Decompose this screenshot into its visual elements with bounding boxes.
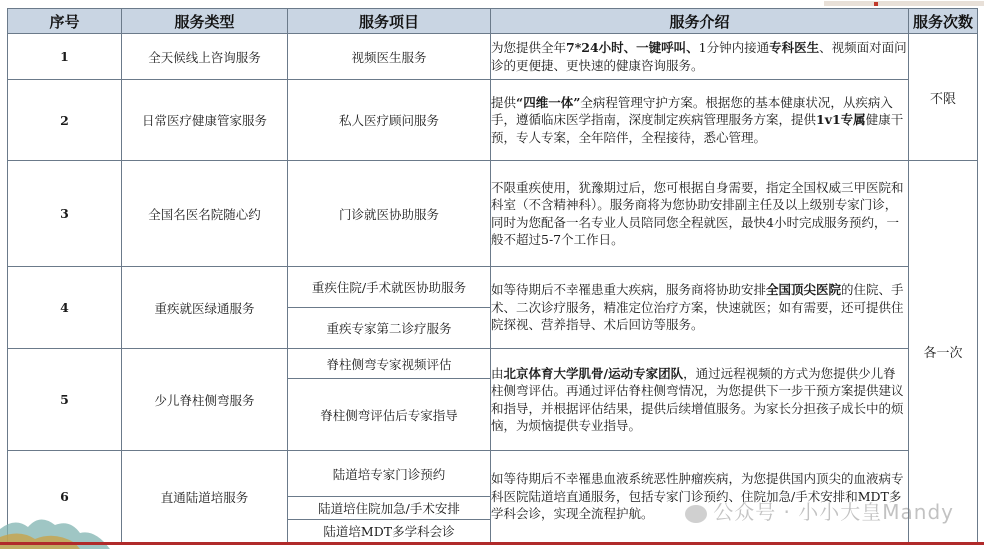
service-intro [491,80,909,161]
service-intro [491,267,909,349]
table-row [8,349,978,379]
header-count: 服务次数 [909,9,978,34]
service-intro [491,349,909,451]
service-type: 少儿脊柱侧弯服务 [122,349,288,451]
intro-text: 为您提供全年 [491,40,567,55]
table-row [8,451,978,497]
service-item: 视频医生服务 [288,34,491,80]
header-num: 序号 [8,9,122,34]
service-type: 重疾就医绿通服务 [122,267,288,349]
intro-text: 提供 [491,94,517,110]
row-num: 1 [8,34,122,80]
bottom-red-bar [0,542,984,545]
intro-text: 全病程管理守护方案。根据您的基本健康状况，从疾病入手，遵循临床医学指南，深度制定疾病管理服务方案，提供 [491,94,893,128]
header-intro: 服务介绍 [491,9,909,34]
service-type: 全国名医名院随心约 [122,161,288,267]
header-type: 服务类型 [122,9,288,34]
row-num: 3 [8,161,122,267]
watermark-text: 公众号 · 小小大皇Mandy [713,500,954,524]
intro-emphasis: “四维一体” [516,94,581,110]
service-item: 陆道培住院加急/手术安排 [288,497,491,520]
service-item: 门诊就医协助服务 [288,161,491,267]
header-item: 服务项目 [288,9,491,34]
intro-emphasis: 北京体育大学肌骨/运动专家团队 [503,365,684,381]
top-decoration [784,0,984,8]
row-num: 4 [8,267,122,349]
intro-emphasis: 7*24小时、一键呼叫、 [566,40,699,55]
service-item: 脊柱侧弯专家视频评估 [288,349,491,379]
service-item: 重疾住院/手术就医协助服务 [288,267,491,308]
service-intro [491,34,909,80]
intro-emphasis: 1v1专属 [816,112,866,128]
intro-text: 1分钟内接通 [698,40,770,55]
intro-emphasis: 全国顶尖医院 [766,282,842,298]
row-num: 2 [8,80,122,161]
service-item: 陆道培MDT多学科会诊 [288,520,491,543]
row-num: 6 [8,451,122,543]
intro-text: 不限重疾使用，犹豫期过后，您可根据自身需要，指定全国权威三甲医院和科室（不含精神科）。服务商将为您协助安排副主任及以上级别专家门诊，同时为您配备一名专业人员陪同您全程就医，最快4小时完成服务预约，一般不超过5-7个工作日。 [491,179,904,247]
service-count-unlimited: 不限 [909,34,978,161]
service-item: 脊柱侧弯评估后专家指导 [288,379,491,451]
service-intro [491,161,909,267]
intro-text: 如等待期后不幸罹患血液系统恶性肿瘤疾病，为您提供国内顶尖的血液病专科医院陆道培直通服务，包括专家门诊预约、住院加急/手术安排和MDT多学科会诊，实现全流程护航。 [491,471,904,522]
intro-emphasis: 专科医生 [769,40,820,55]
intro-text: 如等待期后不幸罹患重大疾病，服务商将协助安排 [491,282,767,298]
table-row [8,34,978,80]
table-header-row [8,9,978,34]
service-intro [491,451,909,543]
intro-text: 健康干预，专人专案，全年陪伴，全程接待，悉心管理。 [491,112,904,145]
service-type: 直通陆道培服务 [122,451,288,543]
intro-text: 由 [491,365,504,381]
service-item: 私人医疗顾问服务 [288,80,491,161]
service-type: 日常医疗健康管家服务 [122,80,288,161]
service-item: 重疾专家第二诊疗服务 [288,308,491,349]
intro-text: ，通过远程视频的方式为您提供少儿脊柱侧弯评估。再通过评估脊柱侧弯情况，为您提供下一步干预方案提供建议和指导，并根据评估结果，提供后续增值服务。为家长分担孩子成长中的烦恼，为烦恼提供专业指导。 [491,365,904,433]
service-type: 全天候线上咨询服务 [122,34,288,80]
table-row [8,80,978,161]
service-count-once: 各一次 [909,161,978,543]
service-item: 陆道培专家门诊预约 [288,451,491,497]
service-table [7,8,978,543]
intro-text: 、视频面对面问诊的更便捷、更快速的健康咨询服务。 [491,40,907,73]
row-num: 5 [8,349,122,451]
table-row [8,161,978,267]
intro-text: 的住院、手术、二次诊疗服务，精准定位治疗方案，快速就医；如有需要，还可提供住院探视、营养指导、术后回访等服务。 [491,282,904,333]
table-row [8,267,978,308]
